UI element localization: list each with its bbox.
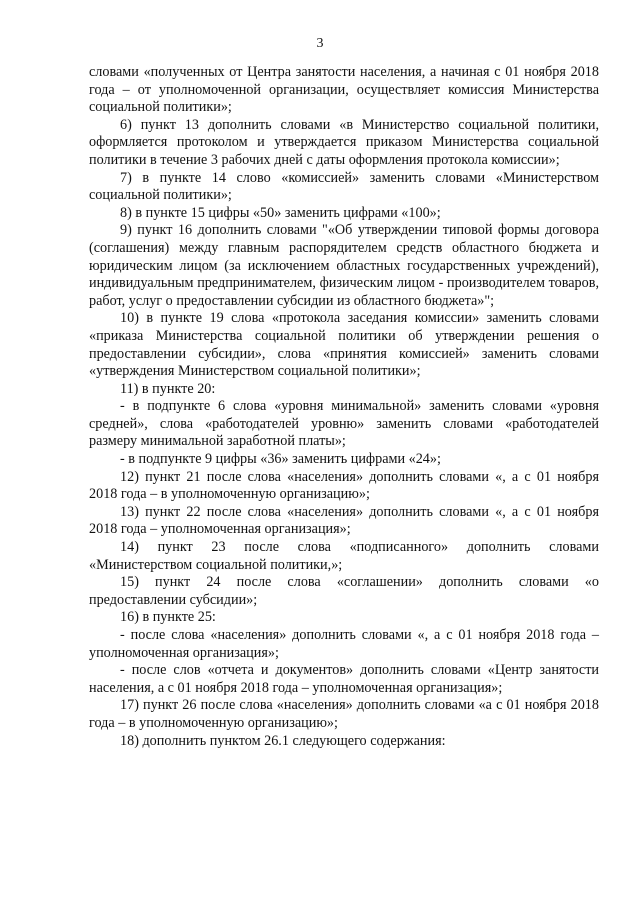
paragraph: 13) пункт 22 после слова «населения» дополнить словами «, а с 01 ноября 2018 года – уполномоченная организация»; [89,503,599,538]
paragraph: 14) пункт 23 после слова «подписанного» дополнить словами «Министерством социальной политики,»; [89,539,599,573]
paragraph: 8) в пункте 15 цифры «50» заменить цифрами «100»; [120,204,441,221]
paragraph: 18) дополнить пунктом 26.1 следующего содержания: [120,732,446,749]
paragraph: 9) пункт 16 дополнить словами "«Об утверждении типовой формы договора (соглашения) между главным распорядителем средств областного бюджета и юридическим лицом (за исключением областных государственных учреждений), индивидуальным предпринимателем, физическим лицом - производителем товаров, работ, услуг о предоставлении субсидии из областного бюджета»"; [89,222,599,309]
paragraph: - в подпункте 6 слова «уровня минимальной» заменить словами «уровня средней», слова «работодателей уровню» заменить словами «работодателей размеру минимальной заработной платы»; [89,398,599,450]
paragraph: 10) в пункте 19 слова «протокола заседания комиссии» заменить словами «приказа Министерства социальной политики об утверждении решения о предоставлении субсидии», слова «принятия комиссией» заменить словами «утверждения Министерством социальной политики»; [89,310,599,380]
paragraph: 16) в пункте 25: [120,609,216,626]
paragraph: - после слова «населения» дополнить словами «, а с 01 ноября 2018 года – уполномоченная организация»; [89,627,599,661]
paragraph: - в подпункте 9 цифры «36» заменить цифрами «24»; [120,451,441,468]
paragraph: 17) пункт 26 после слова «населения» дополнить словами «а с 01 ноября 2018 года – в уполномоченную организацию»; [89,697,599,731]
paragraph: 11) в пункте 20: [120,380,216,397]
paragraph: 6) пункт 13 дополнить словами «в Министерство социальной политики, оформляется протоколом и утверждается приказом Министерства социальной политики в течение 3 рабочих дней с даты оформления протокола комиссии»; [89,116,599,168]
page-number: 3 [316,36,324,51]
document-body [89,64,599,750]
paragraph: - после слов «отчета и документов» дополнить словами «Центр занятости населения, а с 01 ноября 2018 года – уполномоченная организация»; [89,662,599,696]
paragraph: словами «полученных от Центра занятости населения, а начиная с 01 ноября 2018 года – от уполномоченной организации, осуществляет комиссия Министерства социальной политики»; [89,64,599,116]
paragraph: 15) пункт 24 после слова «соглашении» дополнить словами «о предоставлении субсидии»; [89,574,599,608]
paragraph: 12) пункт 21 после слова «населения» дополнить словами «, а с 01 ноября 2018 года – в уполномоченную организацию»; [89,468,599,503]
paragraph: 7) в пункте 14 слово «комиссией» заменить словами «Министерством социальной политики»; [89,169,599,204]
